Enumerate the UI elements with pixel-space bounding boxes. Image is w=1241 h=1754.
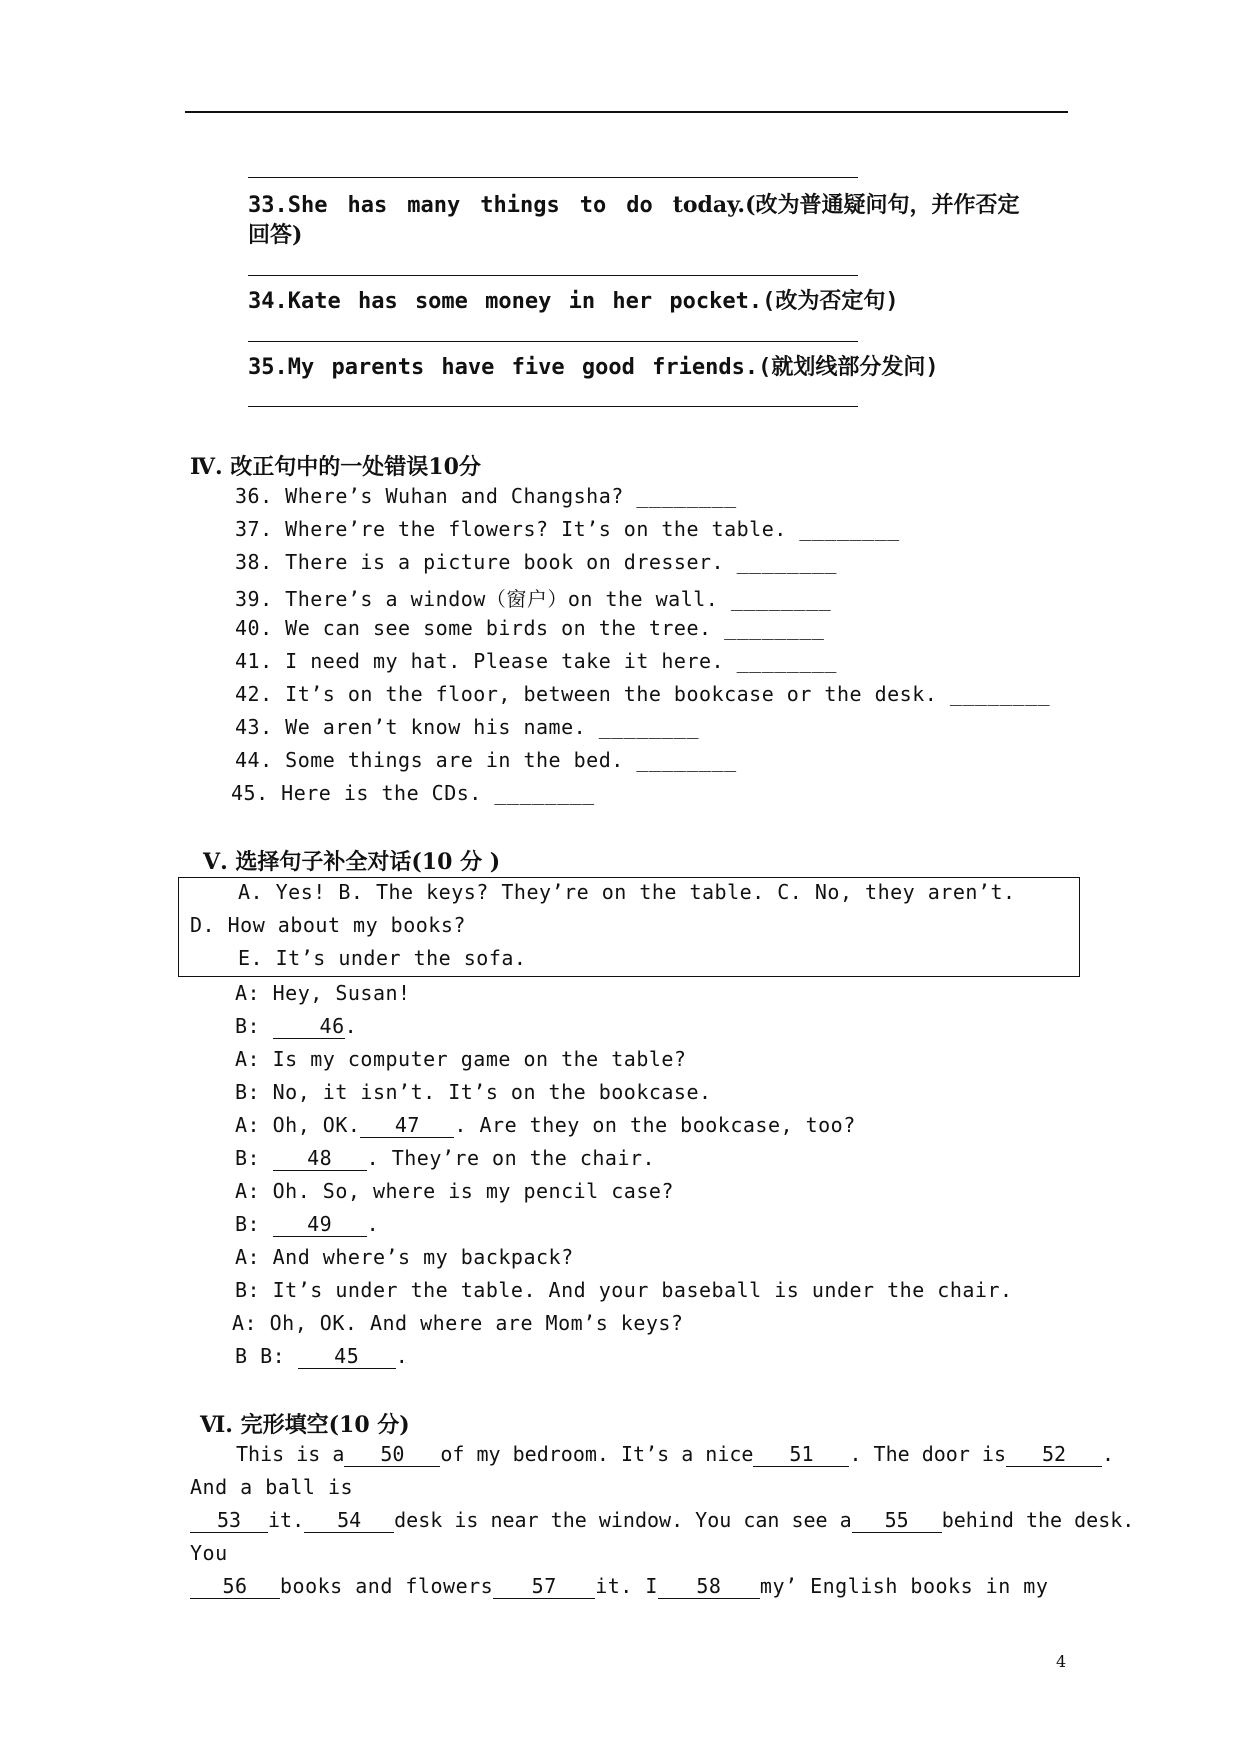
- list-item: 36. Where’s Wuhan and Changsha? ________: [235, 484, 737, 508]
- blank-56[interactable]: 56: [190, 1574, 280, 1599]
- dialogue-line: B: 48 . They’re on the chair.: [235, 1146, 656, 1170]
- blank-49[interactable]: 49: [273, 1212, 367, 1237]
- word: do: [626, 193, 653, 218]
- paragraph-line: You: [190, 1541, 228, 1565]
- blank-45[interactable]: 45: [298, 1344, 396, 1369]
- dialogue-line: B: No, it isn’t. It’s on the bookcase.: [235, 1080, 712, 1104]
- options-line: A. Yes! B. The keys? They’re on the table. C. No, they aren’t.: [238, 880, 1016, 904]
- list-item: 40. We can see some birds on the tree. ________: [235, 616, 825, 640]
- blank-54[interactable]: 54: [304, 1508, 394, 1533]
- header-rule: [185, 111, 1068, 113]
- list-item: 43. We aren’t know his name. ________: [235, 715, 700, 739]
- options-line: D. How about my books?: [190, 913, 466, 937]
- paragraph-line: And a ball is: [190, 1475, 354, 1499]
- dialogue-line: B: 46.: [235, 1014, 358, 1038]
- dialogue-line: A: And where’s my backpack?: [235, 1245, 574, 1269]
- answer-line: [248, 177, 858, 178]
- blank-53[interactable]: 53: [190, 1508, 268, 1533]
- blank-48[interactable]: 48: [273, 1146, 367, 1171]
- dialogue-line: B: 49 .: [235, 1212, 380, 1236]
- answer-line: [248, 341, 858, 342]
- list-item: 41. I need my hat. Please take it here. ________: [235, 649, 837, 673]
- section-5-title: Ⅴ. 选择句子补全对话(10 分 ): [203, 849, 501, 875]
- dialogue-line: A: Oh. So, where is my pencil case?: [235, 1179, 674, 1203]
- section-4-title: Ⅳ. 改正句中的一处错误10分: [190, 454, 481, 480]
- dialogue-line: A: Hey, Susan!: [235, 981, 411, 1005]
- blank-58[interactable]: 58: [658, 1574, 760, 1599]
- list-item: 42. It’s on the floor, between the bookcase or the desk. ________: [235, 682, 1051, 706]
- blank-52[interactable]: 52: [1006, 1442, 1102, 1467]
- word: 33.She: [248, 193, 328, 218]
- question-33: [248, 188, 1020, 219]
- paragraph-line: This is a 50 of my bedroom. It’s a nice 51 . The door is 52 .: [236, 1442, 1115, 1466]
- page-number: 4: [1056, 1652, 1067, 1671]
- paragraph-line: 56 books and flowers 57 it. I 58 my’ English books in my: [190, 1574, 1048, 1599]
- word: to: [579, 193, 607, 218]
- options-line: E. It’s under the sofa.: [238, 946, 527, 970]
- dialogue-line: A: Oh, OK. And where are Mom’s keys?: [232, 1311, 684, 1335]
- question-34: 34.Kate has some money in her pocket.(改为否定句): [248, 289, 899, 314]
- answer-line: [248, 406, 858, 407]
- word: many: [407, 193, 461, 218]
- answer-line: [248, 275, 858, 276]
- blank-46[interactable]: 46: [273, 1014, 345, 1039]
- section-6-title: Ⅵ. 完形填空(10 分): [200, 1412, 410, 1438]
- question-35: 35.My parents have five good friends.(就划线部分发问): [248, 355, 939, 380]
- question-33-cont: 回答): [248, 222, 303, 248]
- blank-47[interactable]: 47: [360, 1113, 454, 1138]
- blank-51[interactable]: 51: [753, 1442, 849, 1467]
- list-item: 44. Some things are in the bed. ________: [235, 748, 737, 772]
- list-item: 39. There’s a window（窗户）on the wall. ________: [235, 587, 832, 611]
- dialogue-line: B B: 45 .: [235, 1344, 409, 1368]
- word: things: [480, 193, 560, 218]
- list-item: 45. Here is the CDs. ________: [231, 781, 595, 805]
- blank-57[interactable]: 57: [493, 1574, 595, 1599]
- dialogue-line: A: Oh, OK. 47 . Are they on the bookcase, too?: [235, 1113, 856, 1137]
- word: today.(改为普通疑问句，并作否定: [672, 192, 1020, 218]
- list-item: 38. There is a picture book on dresser. ________: [235, 550, 837, 574]
- list-item: 37. Where’re the flowers? It’s on the table. ________: [235, 517, 900, 541]
- blank-55[interactable]: 55: [852, 1508, 942, 1533]
- word: has: [347, 193, 388, 218]
- blank-50[interactable]: 50: [344, 1442, 440, 1467]
- paragraph-line: 53 it. 54 desk is near the window. You can see a 55 behind the desk.: [190, 1508, 1134, 1533]
- dialogue-line: B: It’s under the table. And your baseball is under the chair.: [235, 1278, 1013, 1302]
- dialogue-line: A: Is my computer game on the table?: [235, 1047, 687, 1071]
